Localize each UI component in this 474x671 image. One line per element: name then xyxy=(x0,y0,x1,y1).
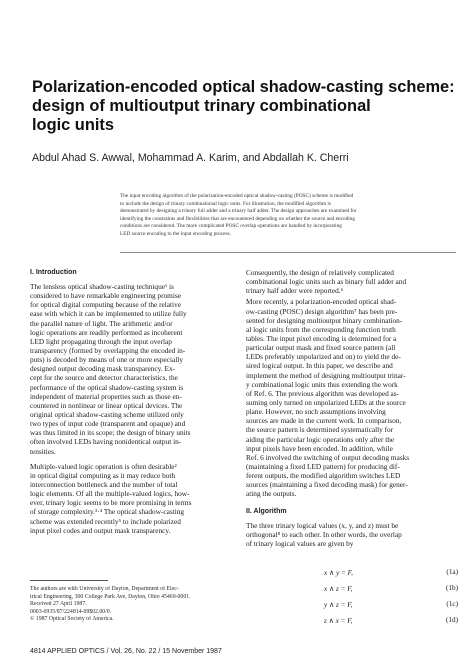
footnote-line: The authors are with University of Dayton, Department of Elec- xyxy=(30,586,179,592)
text-line: input pixels have been encoded. In addition, while xyxy=(246,443,393,453)
equation xyxy=(246,568,458,584)
abstract-line: identifying the constraints and flexibilities that are encountered depending on whether the source and encoding xyxy=(120,215,356,222)
equation-expression: z ∧ x = F, xyxy=(324,617,353,625)
text-line: LED light propagating through the input overlap xyxy=(30,336,172,346)
abstract-line: LED source encoding to the input encoding process. xyxy=(120,230,231,237)
text-line: of storage complexity.³·⁴ The optical shadow-casting xyxy=(30,507,185,517)
equation xyxy=(246,584,458,600)
abstract-line: to include the design of trinary combinational logic units. For illustration, the modified algorithm is xyxy=(120,200,331,207)
text-line: interconnection bottleneck and the number of total xyxy=(30,479,178,489)
paper-title xyxy=(32,78,455,135)
equation-number: (1d) xyxy=(446,616,458,624)
text-line: logic operations are readily performed as incoherent xyxy=(30,327,183,337)
text-line: ow-casting (POSC) design algorithm⁷ has been pre- xyxy=(246,306,398,316)
right-column xyxy=(246,268,458,548)
abstract xyxy=(120,193,460,239)
footnote-line: © 1987 Optical Society of America. xyxy=(30,616,114,623)
footnote-line: 0003-6935/87/224814-09$02.00/0. xyxy=(30,608,112,615)
text-line: ever, trinary logic seems to be more promising in terms xyxy=(30,498,192,508)
equation xyxy=(246,600,458,616)
section-heading-algorithm: II. Algorithm xyxy=(246,507,287,515)
text-line: the parallel nature of light. The arithmetic and/or xyxy=(30,318,173,328)
text-line: two types of input code (transparent and opaque) and xyxy=(30,419,186,429)
author-footnote xyxy=(30,586,236,624)
equation xyxy=(246,616,458,632)
algorithm-paragraph xyxy=(246,521,458,548)
text-line: ease with which it can be implemented to utilize fully xyxy=(30,309,187,319)
text-line: sources (maintaining a fixed decoding mask) for gener- xyxy=(246,480,408,490)
text-line: countered in nonlinear or linear optical devices. The xyxy=(30,400,183,410)
left-column xyxy=(30,268,236,535)
text-line: often involved LEDs having nonidentical output in- xyxy=(30,437,182,447)
text-line: al logic units from the corresponding function truth xyxy=(246,324,396,334)
equation-number: (1b) xyxy=(446,584,458,592)
text-line: combinational logic units such as binary full adder and xyxy=(246,277,407,287)
text-line: in optical digital computing as it may reduce both xyxy=(30,470,176,480)
equation-expression: x ∧ y = F, xyxy=(324,569,353,577)
text-line: considered to have remarkable engineering promise xyxy=(30,291,181,301)
footnote-divider xyxy=(30,580,108,581)
author-list: Abdul Ahad S. Awwal, Mohammad A. Karim, and Abdallah K. Cherri xyxy=(32,152,349,164)
text-line: for optical digital computing because of the relative xyxy=(30,300,181,310)
text-line: particular output mask and fixed source pattern (all xyxy=(246,343,396,353)
title-line: design of multioutput trinary combinational xyxy=(32,97,371,115)
paragraph-gap xyxy=(246,499,458,507)
text-line: transparency (formed by overlapping the encoded in- xyxy=(30,345,186,355)
text-line: scheme was extended recently⁵ to include polarized xyxy=(30,516,181,526)
text-line: original optical shadow-casting scheme utilized only xyxy=(30,409,184,419)
footnote-line: trical Engineering, 300 College Park Ave, Dayton, Ohio 45469-0001. xyxy=(30,593,191,600)
right-paragraph-1 xyxy=(246,268,458,295)
text-line: More recently, a polarization-encoded optical shad- xyxy=(246,297,397,307)
title-line: Polarization-encoded optical shadow-casting scheme: xyxy=(32,78,455,96)
text-line: of Ref. 6. The previous algorithm was developed as- xyxy=(246,388,400,398)
text-line: of trinary logical values are given by xyxy=(246,538,354,548)
text-line: designed output decoding mask transparency. Ex- xyxy=(30,364,176,374)
section-heading-introduction: I. Introduction xyxy=(30,269,77,276)
text-line: orthogonal⁸ to each other. In other words, the overlap xyxy=(246,529,402,539)
text-line: y combinational logic units thus extending the work xyxy=(246,379,398,389)
intro-paragraph-1 xyxy=(30,282,236,456)
text-line: trinary half adder were reported.⁶ xyxy=(246,286,344,296)
equation-number: (1c) xyxy=(446,600,458,608)
right-paragraph-2 xyxy=(246,297,458,498)
text-line: plane. However, no such assumptions involving xyxy=(246,407,386,417)
page-footer: 4814 APPLIED OPTICS / Vol. 26, No. 22 / 15 November 1987 xyxy=(30,648,222,655)
intro-paragraph-2 xyxy=(30,462,236,535)
text-line: LEDs preferably unpolarized and on) to yield the de- xyxy=(246,352,401,362)
text-line: Multiple-valued logic operation is often desirable² xyxy=(30,461,177,471)
abstract-line: conditions are considered. The more complicated POSC overlap operations are handled by incorporating xyxy=(120,223,342,230)
text-line: cept for the source and detector characteristics, the xyxy=(30,373,178,383)
text-line: independent of material properties such as those en- xyxy=(30,391,182,401)
text-line: implement the method of designing multioutput trinar- xyxy=(246,370,406,380)
equation-expression: x ∧ z = F, xyxy=(324,585,353,593)
text-line: sired logical output. In this paper, we describe and xyxy=(246,361,393,371)
text-line: performance of the optical shadow-casting system is xyxy=(30,382,184,392)
text-line: logic elements. Of all the multiple-valued logics, how- xyxy=(30,489,190,499)
text-line: the source pattern is determined systematically for xyxy=(246,425,394,435)
text-line: tables. The input pixel encoding is determined for a xyxy=(246,333,397,343)
text-line: The three trinary logical values (x, y, and z) must be xyxy=(246,520,399,530)
text-line: The lensless optical shadow-casting technique¹ is xyxy=(30,282,174,291)
abstract-line: demonstrated by designing a trinary full adder and a trinary half adder. The design approaches are examined for xyxy=(120,208,357,215)
equation-block xyxy=(246,568,458,632)
text-line: Ref. 6 involved the switching of output decoding masks xyxy=(246,452,410,462)
equation-number: (1a) xyxy=(446,568,458,576)
equation-expression: y ∧ z = F, xyxy=(324,601,353,609)
title-line: logic units xyxy=(32,116,114,134)
text-line: aiding the particular logic operations only after the xyxy=(246,434,395,444)
abstract-line: The input encoding algorithm of the polarization-encoded optical shadow-casting (POSC) scheme is modified xyxy=(120,193,354,199)
abstract-divider xyxy=(120,252,456,253)
text-line: sources are made in the current work. In comparison, xyxy=(246,416,402,426)
text-line: (maintaining a fixed LED pattern) for producing dif- xyxy=(246,461,400,471)
text-line: sented for designing multioutput binary combination- xyxy=(246,315,403,325)
text-line: was thus limited in its scope; the design of binary units xyxy=(30,428,191,438)
footnote-line: Received 27 April 1987. xyxy=(30,601,87,608)
text-line: Consequently, the design of relatively complicated xyxy=(246,268,394,277)
text-line: ating the outputs. xyxy=(246,489,297,499)
text-line: input pixel codes and output mask transparency. xyxy=(30,525,171,535)
text-line: suming only turned on unpolarized LEDs at the source xyxy=(246,397,406,407)
text-line: tensities. xyxy=(30,446,56,456)
text-line: puts) is decoded by means of one or more especially xyxy=(30,355,183,365)
text-line: ferent outputs, the modified algorithm switches LED xyxy=(246,471,401,481)
